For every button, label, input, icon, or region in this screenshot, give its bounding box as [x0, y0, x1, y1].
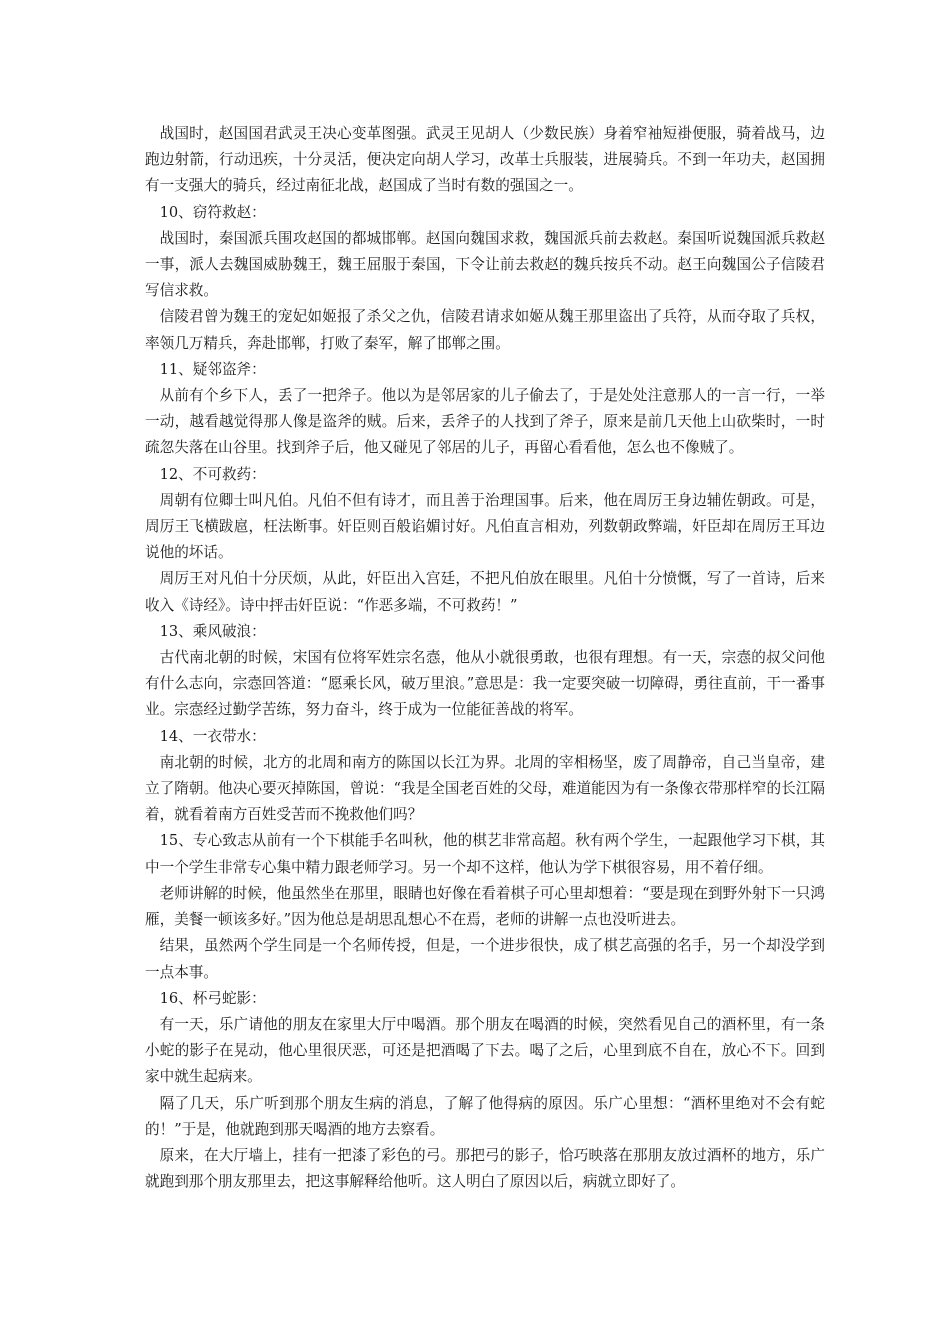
- paragraph-16-c: 原来，在大厅墙上，挂有一把漆了彩色的弓。那把弓的影子，恰巧映落在那朋友放过酒杯的地方，乐广就跑到那个朋友那里去，把这事解释给他听。这人明白了原因以后，病就立即好了。: [145, 1146, 825, 1191]
- paragraph-15-a: 15、专心致志从前有一个下棋能手名叫秋，他的棋艺非常高超。秋有两个学生，一起跟他学习下棋，其中一个学生非常专心集中精力跟老师学习。另一个却不这样，他认为学下棋很容易，用不着仔细。: [145, 832, 825, 876]
- paragraph-12-b: 周厉王对凡伯十分厌烦，从此，奸臣出入宫廷，不把凡伯放在眼里。凡伯十分愤慨，写了一首诗，后来收入《诗经》。诗中抨击奸臣说：“作恶多端，不可救药！”: [145, 570, 825, 614]
- paragraph-10-a: 战国时，秦国派兵围攻赵国的都城邯郸。赵国向魏国求救，魏国派兵前去救赵。秦国听说魏国派兵救赵一事，派人去魏国威胁魏王，魏王屈服于秦国，下令让前去救赵的魏兵按兵不动。赵王向魏国公子信陵君写信求救。: [145, 229, 825, 300]
- heading-13: 13、乘风破浪：: [159, 622, 266, 640]
- heading-14: 14、一衣带水：: [159, 727, 266, 745]
- paragraph-16-a: 有一天，乐广请他的朋友在家里大厅中喝酒。那个朋友在喝酒的时候，突然看见自己的酒杯里，有一条小蛇的影子在晃动，他心里很厌恶，可还是把酒喝了下去。喝了之后，心里到底不自在，放心不下。回到家中就生起病来。: [145, 1015, 825, 1086]
- heading-12: 12、不可救药：: [159, 465, 266, 483]
- heading-16: 16、杯弓蛇影：: [159, 989, 266, 1007]
- paragraph-12-a: 周朝有位卿士叫凡伯。凡伯不但有诗才，而且善于治理国事。后来，他在周厉王身边辅佐朝政。可是，周厉王飞横跋扈，枉法断事。奸臣则百般谄媚讨好。凡伯直言相劝，列数朝政弊端，奸臣却在周厉王耳边说他的坏话。: [145, 491, 825, 562]
- paragraph-13: 古代南北朝的时候，宋国有位将军姓宗名悫，他从小就很勇敢，也很有理想。有一天，宗悫的叔父问他有什么志向，宗悫回答道：“愿乘长风，破万里浪。”意思是：我一定要突破一切障碍，勇往直前，干一番事业。宗悫经过勤学苦练，努力奋斗，终于成为一位能征善战的将军。: [145, 649, 825, 719]
- paragraph-14: 南北朝的时候，北方的北周和南方的陈国以长江为界。北周的宰相杨坚，废了周静帝，自己当皇帝，建立了隋朝。他决心要灭掉陈国，曾说：“我是全国老百姓的父母，难道能因为有一条像衣带那样窄的长江隔着，就看着南方百姓受苦而不挽救他们吗？: [145, 753, 825, 824]
- heading-11: 11、疑邻盗斧：: [159, 360, 266, 378]
- paragraph-16-b: 隔了几天，乐广听到那个朋友生病的消息，了解了他得病的原因。乐广心里想：“酒杯里绝对不会有蛇的！”于是，他就跑到那天喝酒的地方去察看。: [145, 1094, 825, 1138]
- paragraph-15-c: 结果，虽然两个学生同是一个名师传授，但是，一个进步很快，成了棋艺高强的名手，另一个却没学到一点本事。: [145, 937, 825, 981]
- document-body: [145, 121, 825, 1195]
- paragraph-zhao-reform: 战国时，赵国国君武灵王决心变革图强。武灵王见胡人（少数民族）身着窄袖短褂便服，骑着战马，边跑边射箭，行动迅疾，十分灵活，便决定向胡人学习，改革士兵服装，进展骑兵。不到一年功夫，赵国拥有一支强大的骑兵，经过南征北战，赵国成了当时有数的强国之一。: [145, 125, 825, 195]
- paragraph-10-b: 信陵君曾为魏王的宠妃如姬报了杀父之仇，信陵君请求如姬从魏王那里盗出了兵符，从而夺取了兵权，率领几万精兵，奔赴邯郸，打败了秦军，解了邯郸之围。: [145, 308, 825, 352]
- paragraph-15-b: 老师讲解的时候，他虽然坐在那里，眼睛也好像在看着棋子可心里却想着：“要是现在到野外射下一只鸿雁，美餐一顿该多好。”因为他总是胡思乱想心不在焉，老师的讲解一点也没听进去。: [145, 884, 825, 929]
- paragraph-11: 从前有个乡下人，丢了一把斧子。他以为是邻居家的儿子偷去了，于是处处注意那人的一言一行，一举一动，越看越觉得那人像是盗斧的贼。后来，丢斧子的人找到了斧子，原来是前几天他上山砍柴时，一时疏忽失落在山谷里。找到斧子后，他又碰见了邻居的儿子，再留心看看他，怎么也不像贼了。: [145, 387, 825, 457]
- heading-10: 10、窃符救赵：: [159, 203, 266, 221]
